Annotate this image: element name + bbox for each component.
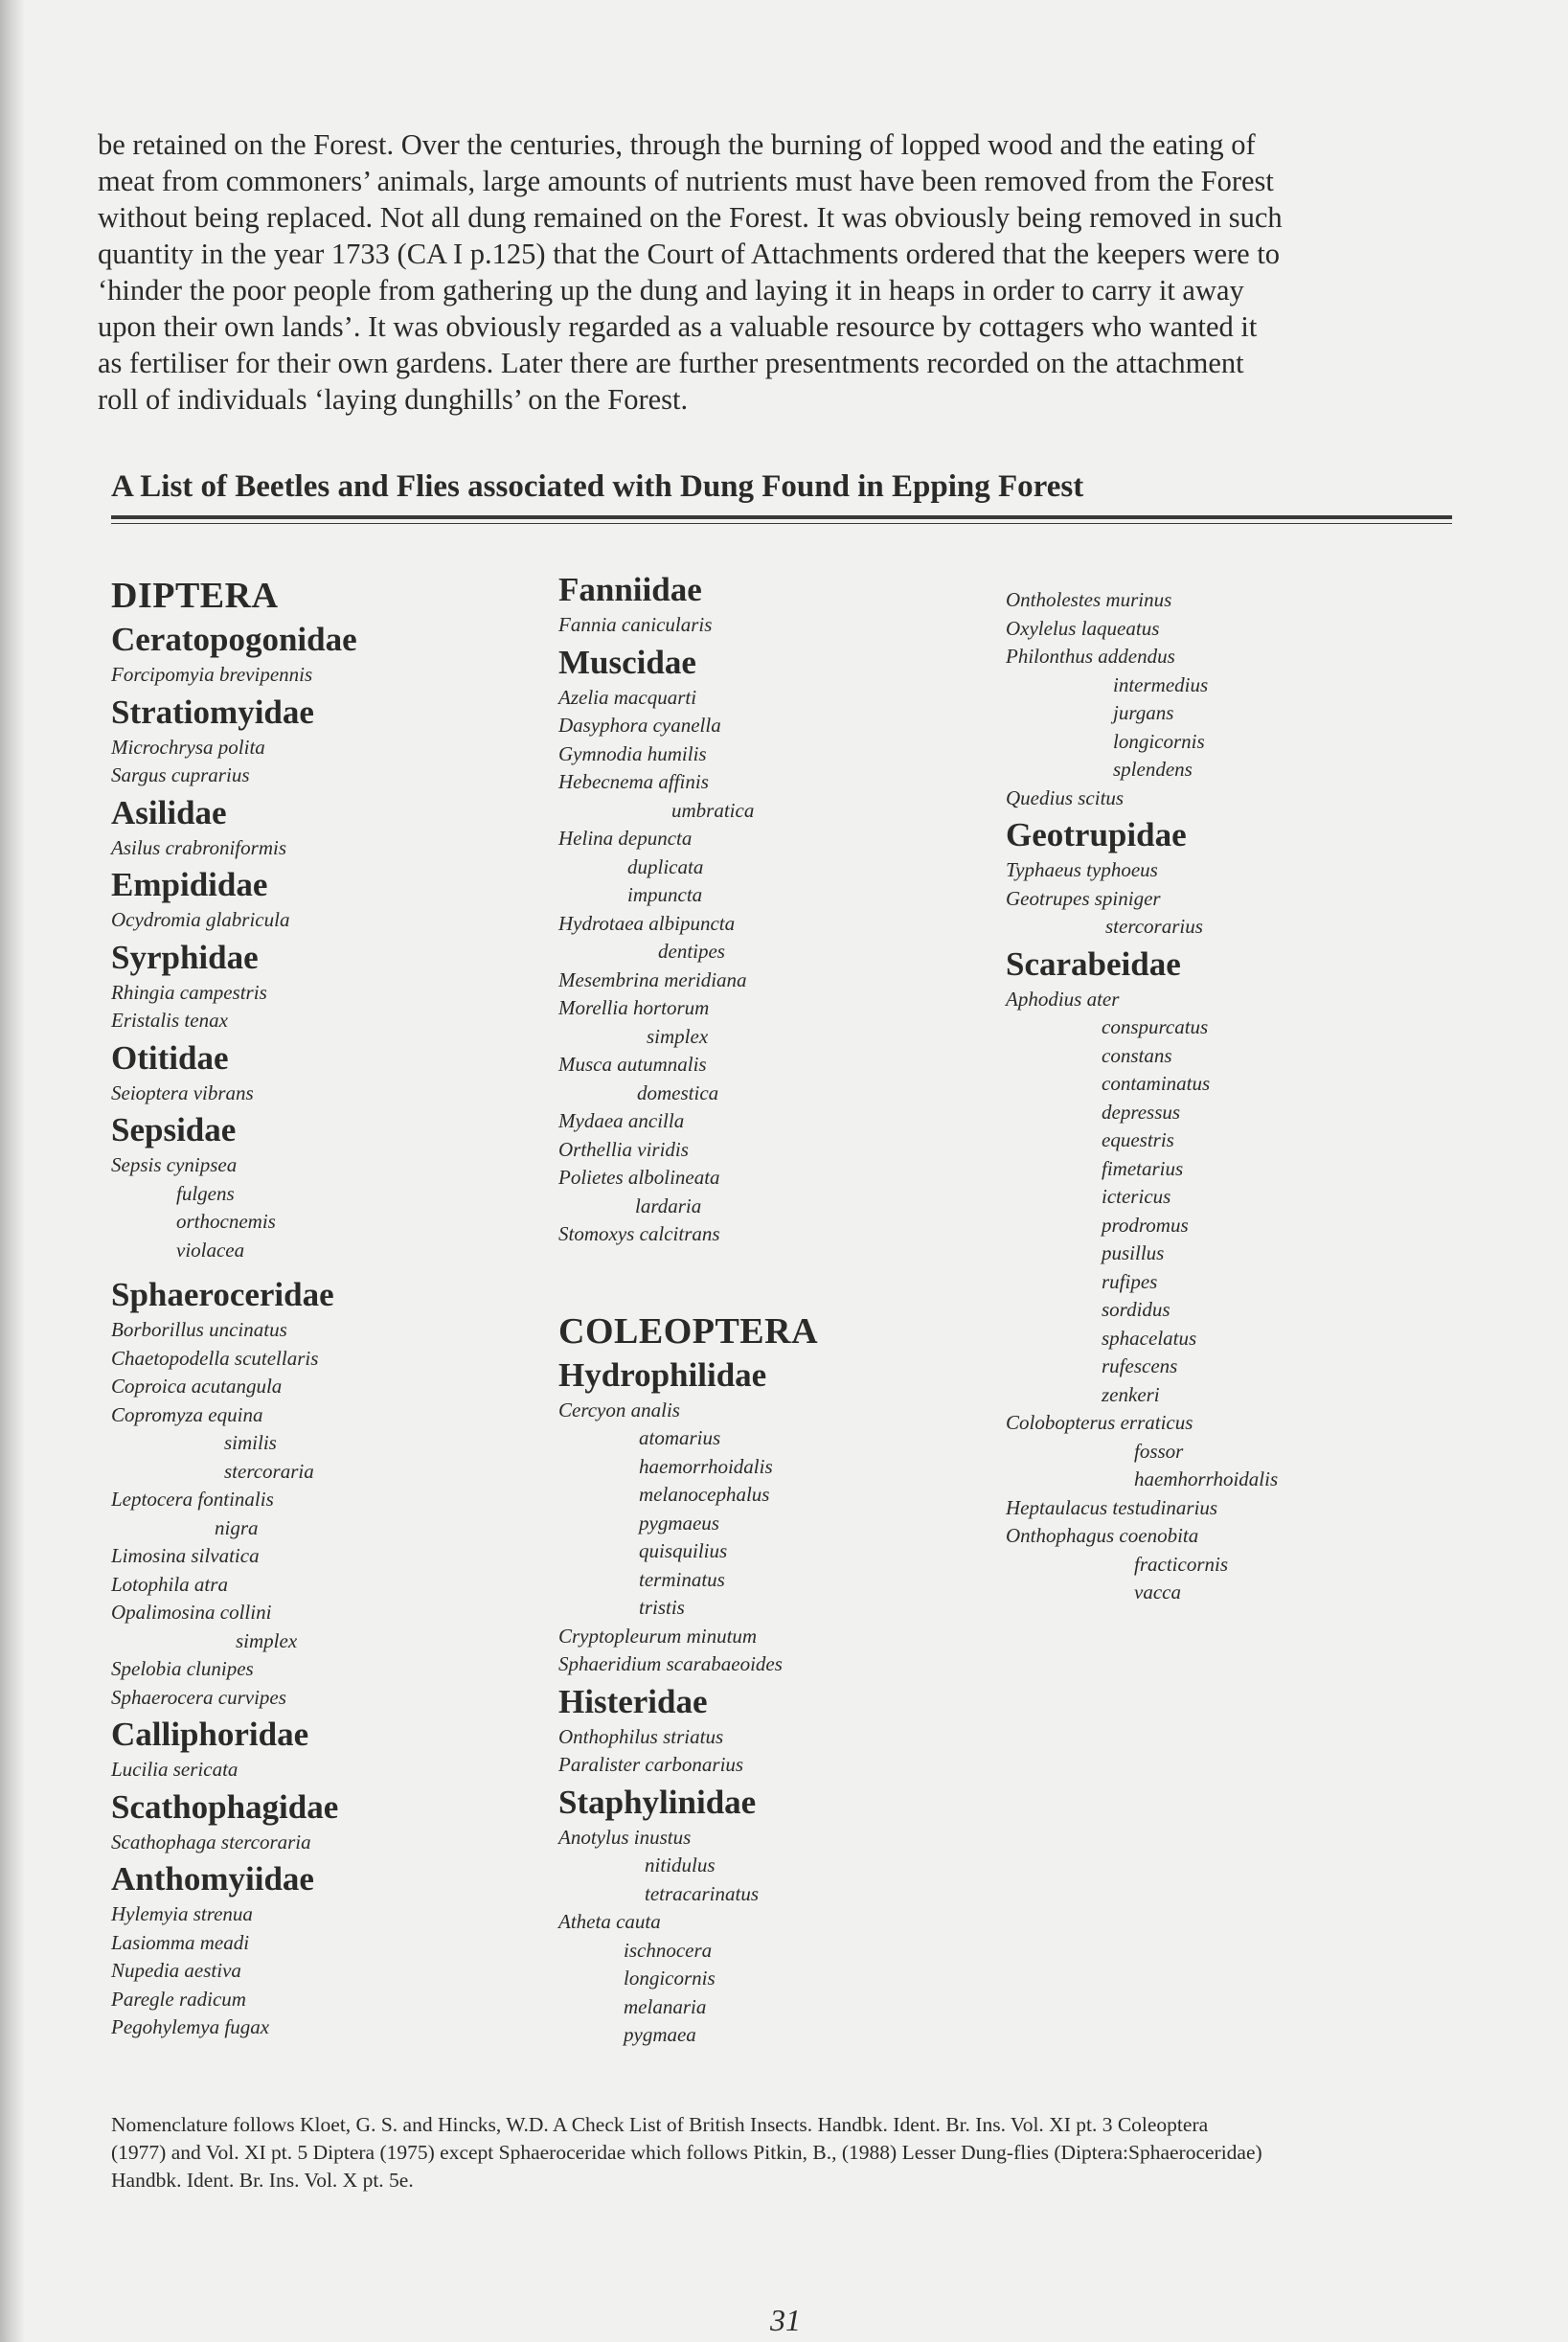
species-name: impuncta — [627, 883, 703, 906]
species-name: terminatus — [639, 1567, 725, 1591]
order-heading-diptera: DIPTERA — [111, 576, 279, 616]
species-name: melanaria — [624, 1994, 707, 2018]
species-name: Lucilia sericata — [111, 1758, 239, 1781]
family-heading: Calliphoridae — [111, 1716, 309, 1753]
page-number: 31 — [770, 2303, 801, 2337]
species-name: Opalimosina collini — [111, 1601, 272, 1624]
paragraph-line: as fertiliser for their own gardens. Later there are further presentments recorded on the attachment — [98, 347, 1244, 379]
species-name: tristis — [639, 1596, 685, 1619]
species-name: Paregle radicum — [111, 1987, 246, 2011]
species-name: atomarius — [639, 1426, 721, 1449]
species-name: Pegohylemya fugax — [111, 2015, 270, 2038]
species-name: Dasyphora cyanella — [558, 714, 721, 737]
species-name: Nupedia aestiva — [111, 1959, 241, 1982]
list-title: A List of Beetles and Flies associated with Dung Found in Epping Forest — [111, 469, 1084, 504]
species-name: Colobopterus erraticus — [1006, 1411, 1193, 1434]
species-name: Oxylelus laqueatus — [1006, 616, 1160, 640]
species-name: fulgens — [176, 1181, 235, 1205]
species-name: Onthophilus striatus — [558, 1724, 724, 1748]
species-name: Forcipomyia brevipennis — [111, 663, 313, 686]
species-name: haemhorrhoidalis — [1134, 1467, 1279, 1490]
species-name: tetracarinatus — [645, 1881, 759, 1905]
species-name: simplex — [236, 1628, 298, 1652]
species-name: Spelobia clunipes — [111, 1657, 254, 1680]
species-name: Lotophila atra — [111, 1572, 228, 1596]
species-name: depressus — [1102, 1100, 1181, 1124]
species-name: Gymnodia humilis — [558, 741, 707, 765]
species-name: nigra — [215, 1515, 259, 1539]
species-name: nitidulus — [645, 1853, 716, 1876]
species-column-2 — [558, 571, 980, 2050]
species-name: Hydrotaea albipuncta — [558, 911, 736, 935]
species-name: sphacelatus — [1102, 1326, 1197, 1350]
family-heading: Syrphidae — [111, 938, 259, 976]
species-name: violacea — [176, 1238, 245, 1262]
species-name: fossor — [1134, 1439, 1184, 1463]
species-name: Orthellia viridis — [558, 1137, 689, 1161]
species-name: Scathophaga stercoraria — [111, 1830, 311, 1853]
species-column-3 — [1006, 571, 1427, 1607]
family-heading: Sphaeroceridae — [111, 1276, 334, 1313]
species-name: Heptaulacus testudinarius — [1006, 1495, 1218, 1519]
species-name: Microchrysa polita — [111, 735, 265, 759]
species-name: Ocydromia glabricula — [111, 908, 290, 931]
species-name: conspurcatus — [1102, 1015, 1209, 1038]
species-name: longicornis — [624, 1967, 716, 1990]
paragraph-line: upon their own lands’. It was obviously regarded as a valuable resource by cottagers who wanted it — [98, 310, 1258, 343]
species-name: prodromus — [1102, 1213, 1189, 1237]
species-name: splendens — [1113, 758, 1193, 781]
species-name: Musca autumnalis — [558, 1053, 707, 1076]
family-heading: Hydrophilidae — [558, 1355, 767, 1394]
footnote-line: Nomenclature follows Kloet, G. S. and Hincks, W.D. A Check List of British Insects. Handbk. Ident. Br. Ins. Vol. XI pt. 3 Coleoptera — [111, 2113, 1209, 2136]
family-heading: Empididae — [111, 866, 268, 903]
species-name: Borborillus uncinatus — [111, 1318, 287, 1341]
footnote-line: (1977) and Vol. XI pt. 5 Diptera (1975) except Sphaeroceridae which follows Pitkin, B., (1988) Lesser Dung-flies (Diptera:Sphaeroceridae) — [111, 2141, 1262, 2164]
body-paragraph — [98, 126, 1448, 418]
family-heading: Muscidae — [558, 643, 696, 681]
family-heading: Otitidae — [111, 1038, 229, 1077]
footnote-line: Handbk. Ident. Br. Ins. Vol. X pt. 5e. — [111, 2169, 414, 2192]
paragraph-line: quantity in the year 1733 (CA I p.125) that the Court of Attachments ordered that the keepers were to — [98, 238, 1281, 270]
family-heading: Asilidae — [111, 793, 227, 831]
family-heading: Geotrupidae — [1006, 816, 1187, 853]
species-name: orthocnemis — [176, 1210, 276, 1233]
species-name: Geotrupes spiniger — [1006, 886, 1161, 910]
species-name: Leptocera fontinalis — [111, 1488, 274, 1511]
species-name: Azelia macquarti — [558, 685, 697, 709]
species-name: rufescens — [1102, 1354, 1178, 1377]
species-name: Onthophagus coenobita — [1006, 1524, 1199, 1547]
species-name: Chaetopodella scutellaris — [111, 1346, 319, 1370]
species-name: ischnocera — [624, 1938, 713, 1962]
species-name: stercorarius — [1105, 915, 1203, 938]
paragraph-line: roll of individuals ‘laying dunghills’ on the Forest. — [98, 383, 689, 416]
species-name: Sphaerocera curvipes — [111, 1685, 286, 1709]
species-name: quisquilius — [639, 1539, 728, 1562]
paragraph-line: be retained on the Forest. Over the centuries, through the burning of lopped wood and the eating of — [98, 128, 1256, 161]
species-name: Cercyon analis — [558, 1398, 680, 1421]
paragraph-line: meat from commoners’ animals, large amounts of nutrients must have been removed from the Forest — [98, 165, 1274, 197]
species-name: Eristalis tenax — [111, 1009, 228, 1032]
species-name: Paralister carbonarius — [558, 1753, 744, 1776]
page-edge-shadow — [0, 0, 25, 2342]
species-name: pusillus — [1102, 1241, 1165, 1264]
species-name: Rhingia campestris — [111, 980, 267, 1004]
species-name: simplex — [647, 1024, 709, 1048]
family-heading: Histeridae — [558, 1682, 708, 1720]
family-heading: Ceratopogonidae — [111, 621, 357, 658]
species-name: sordidus — [1102, 1298, 1170, 1321]
species-name: Quedius scitus — [1006, 785, 1125, 809]
species-name: domestica — [637, 1080, 719, 1104]
paragraph-line: without being replaced. Not all dung remained on the Forest. It was obviously being removed in such — [98, 201, 1283, 234]
species-name: fracticornis — [1134, 1552, 1228, 1576]
species-name: Coproica acutangula — [111, 1375, 283, 1398]
species-name: Limosina silvatica — [111, 1544, 260, 1567]
title-rule-thick — [111, 515, 1452, 519]
title-rule-thin — [111, 523, 1452, 524]
species-name: pygmaeus — [639, 1511, 719, 1535]
species-name: Anotylus inustus — [558, 1825, 692, 1849]
family-heading: Anthomyiidae — [111, 1860, 314, 1898]
species-name: stercoraria — [224, 1459, 314, 1483]
species-name: Mesembrina meridiana — [558, 967, 747, 991]
family-heading: Staphylinidae — [558, 1783, 757, 1821]
species-name: Copromyza equina — [111, 1402, 263, 1426]
species-name: melanocephalus — [639, 1483, 770, 1506]
species-name: Hylemyia strenua — [111, 1902, 253, 1925]
species-name: Hebecnema affinis — [558, 770, 709, 793]
family-heading: Sepsidae — [111, 1111, 237, 1148]
nomenclature-footnote — [111, 2111, 1452, 2194]
species-name: vacca — [1134, 1580, 1181, 1603]
species-name: Lasiomma meadi — [111, 1930, 250, 1954]
species-name: Seioptera vibrans — [111, 1080, 254, 1104]
species-column-1 — [111, 571, 513, 2042]
species-name: Polietes albolineata — [558, 1166, 720, 1189]
species-name: Cryptopleurum minutum — [558, 1624, 758, 1648]
species-name: Helina depuncta — [558, 827, 693, 850]
family-heading: Stratiomyidae — [111, 693, 314, 731]
species-name: Atheta cauta — [558, 1910, 661, 1933]
species-name: constans — [1102, 1043, 1172, 1067]
order-heading-coleoptera: COLEOPTERA — [558, 1310, 819, 1352]
species-name: intermedius — [1113, 672, 1209, 696]
species-name: Sphaeridium scarabaeoides — [558, 1652, 783, 1675]
species-name: Ontholestes murinus — [1006, 588, 1172, 611]
species-name: Asilus crabroniformis — [111, 835, 286, 859]
species-name: rufipes — [1102, 1269, 1158, 1293]
species-name: Morellia hortorum — [558, 996, 710, 1019]
species-name: Mydaea ancilla — [558, 1109, 685, 1132]
species-name: equestris — [1102, 1128, 1174, 1151]
species-name: jurgans — [1113, 701, 1174, 724]
species-name: Philonthus addendus — [1006, 645, 1175, 668]
family-heading: Fanniidae — [558, 571, 702, 608]
species-name: ictericus — [1102, 1185, 1171, 1208]
family-heading: Scathophagidae — [111, 1787, 339, 1826]
species-name: haemorrhoidalis — [639, 1454, 773, 1478]
family-heading: Scarabeidae — [1006, 944, 1181, 983]
section-gap — [558, 1249, 980, 1307]
species-name: longicornis — [1113, 729, 1205, 753]
species-name: fimetarius — [1102, 1156, 1184, 1180]
species-name: zenkeri — [1102, 1382, 1160, 1406]
species-name: Sepsis cynipsea — [111, 1153, 238, 1176]
column-top-spacer — [1006, 571, 1427, 586]
species-name: Typhaeus typhoeus — [1006, 858, 1158, 881]
species-name: similis — [224, 1431, 277, 1454]
paragraph-line: ‘hinder the poor people from gathering up the dung and laying it in heaps in order to carry it away — [98, 274, 1244, 307]
species-name: Aphodius ater — [1006, 987, 1120, 1011]
species-name: Sargus cuprarius — [111, 763, 250, 786]
species-name: dentipes — [658, 940, 725, 963]
species-name: Fannia canicularis — [558, 613, 713, 636]
species-name: lardaria — [635, 1194, 702, 1217]
species-name: duplicata — [627, 854, 704, 878]
species-name: umbratica — [671, 798, 755, 822]
species-name: Stomoxys calcitrans — [558, 1222, 720, 1245]
species-name: pygmaea — [624, 2023, 696, 2046]
species-name: contaminatus — [1102, 1072, 1211, 1095]
